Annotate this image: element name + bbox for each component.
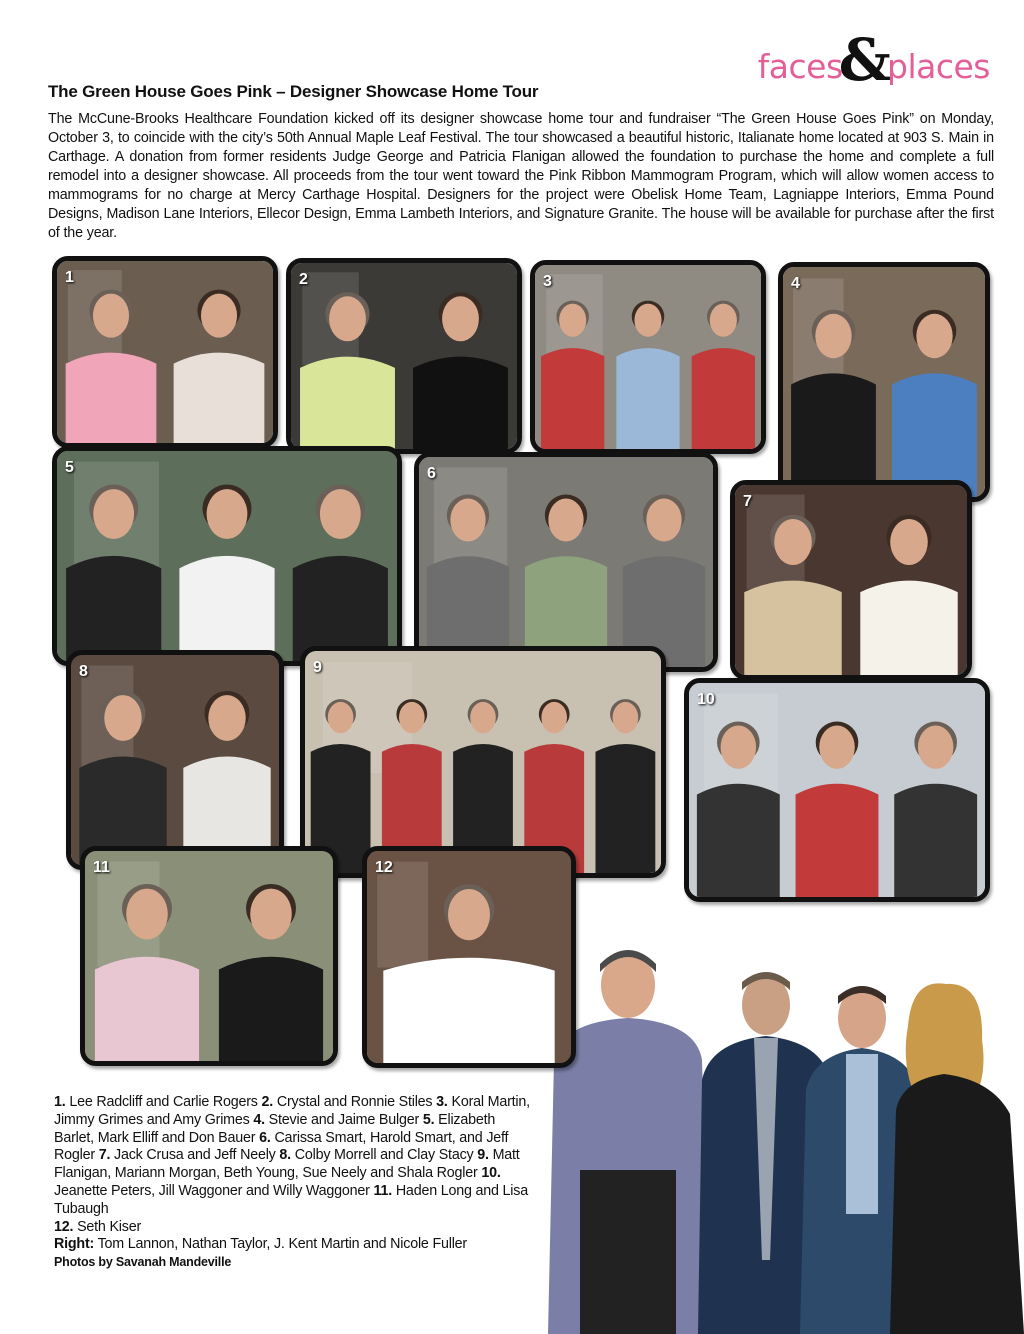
photo-2-image (291, 263, 517, 449)
photo-number-7: 7 (743, 493, 752, 510)
photo-5-image (57, 451, 397, 661)
caption-number: 3. (436, 1094, 448, 1110)
logo-word-places: places (887, 47, 990, 86)
caption-number: 1. (54, 1094, 66, 1110)
logo-ampersand: & (838, 25, 892, 94)
photo-10-image (689, 683, 985, 897)
right-caption-names: Tom Lannon, Nathan Taylor, J. Kent Martin and Nicole Fuller (97, 1236, 467, 1253)
caption-number: 7. (98, 1147, 111, 1164)
caption-names: Crystal and Ronnie Stiles (276, 1094, 433, 1110)
photo-2 (286, 258, 522, 454)
photo-number-9: 9 (313, 659, 322, 676)
photo-7-image (735, 485, 967, 675)
photo-12-image (367, 851, 571, 1063)
photo-number-5: 5 (65, 459, 74, 476)
caption-names: Stevie and Jaime Bulger (268, 1111, 420, 1128)
photo-3-image (535, 265, 761, 449)
article-body: The McCune-Brooks Healthcare Foundation kicked off its designer showcase home tour and fundraiser “The Green House Goes Pink” on Monday, October 3, to coincide with the city’s 50th Annual Maple Leaf Festival. The tour showcased a beautiful historic, Italianate home located at 903 S. Main in Carthage. A donation from former residents Judge George and Patricia Flanigan allowed the foundation to purchase the home and complete a full remodel into a designer showcase. All proceeds from the tour went toward the Pink Ribbon Mammogram Program, which will allow women access to mammograms for no charge at Mercy Carthage Hospital. Designers for the project were Obelisk Home Team, Lagniappe Interiors, Emma Pound Designs, Madison Lane Interiors, Ellecor Design, Emma Lambeth Interiors, and Signature Granite. The house will be available for purchase after the first of the year. (48, 111, 994, 241)
photo-1 (52, 256, 278, 448)
photo-4-image (783, 267, 985, 497)
caption-names: Lee Radcliff and Carlie Rogers (69, 1094, 258, 1110)
photo-number-4: 4 (791, 275, 800, 292)
photo-11-image (85, 851, 333, 1061)
caption-names: Carissa Smart, Harold Smart, and Jeff Rogler (54, 1129, 509, 1164)
caption-number: 10. (481, 1165, 501, 1182)
caption-names: Seth Kiser (77, 1218, 142, 1235)
photo-5 (52, 446, 402, 666)
photo-8 (66, 650, 284, 870)
caption-number: 9. (477, 1147, 489, 1164)
section-logo (757, 25, 990, 94)
caption-number: 12. (54, 1218, 74, 1235)
caption-number: 5. (422, 1111, 435, 1128)
photo-captions (54, 1094, 534, 1272)
caption-names: Haden Long and Lisa Tubaugh (54, 1182, 528, 1217)
photo-12 (362, 846, 576, 1068)
caption-names: Koral Martin, Jimmy Grimes and Amy Grimes (54, 1094, 530, 1128)
caption-names: Jack Crusa and Jeff Neely (114, 1147, 276, 1164)
logo-word-faces: faces (757, 47, 843, 86)
photo-3 (530, 260, 766, 454)
group-photo-image (540, 930, 1024, 1334)
caption-names: Elizabeth Barlet, Mark Elliff and Don Bauer (54, 1111, 496, 1146)
caption-number: 4. (253, 1111, 265, 1128)
photo-number-2: 2 (299, 271, 308, 288)
caption-names: Jeanette Peters, Jill Waggoner and Willy Waggoner (54, 1182, 370, 1199)
caption-number: 8. (279, 1147, 291, 1164)
caption-names: Colby Morrell and Clay Stacy (294, 1147, 474, 1164)
photo-4 (778, 262, 990, 502)
photo-7 (730, 480, 972, 680)
photo-credit: Photos by Savanah Mandeville (54, 1255, 232, 1270)
caption-number: 11. (373, 1182, 393, 1199)
photo-6 (414, 452, 718, 672)
photo-8-image (71, 655, 279, 865)
photo-1-image (57, 261, 273, 443)
photo-9-image (305, 651, 661, 873)
photo-number-10: 10 (697, 691, 715, 708)
photo-10 (684, 678, 990, 902)
right-caption-label: Right: (54, 1236, 95, 1253)
group-photo-right (540, 930, 1024, 1334)
caption-names: Matt Flanigan, Mariann Morgan, Beth Young, Sue Neely and Shala Rogler (54, 1147, 520, 1182)
photo-11 (80, 846, 338, 1066)
photo-number-3: 3 (543, 273, 552, 290)
photo-9 (300, 646, 666, 878)
photo-number-1: 1 (65, 269, 74, 286)
article-title: The Green House Goes Pink – Designer Showcase Home Tour (48, 82, 539, 101)
photo-6-image (419, 457, 713, 667)
caption-number: 2. (261, 1094, 274, 1110)
photo-number-12: 12 (375, 859, 393, 876)
photo-number-6: 6 (427, 465, 436, 482)
caption-number: 6. (259, 1129, 271, 1146)
photo-number-11: 11 (93, 859, 110, 876)
photo-number-8: 8 (79, 663, 88, 680)
